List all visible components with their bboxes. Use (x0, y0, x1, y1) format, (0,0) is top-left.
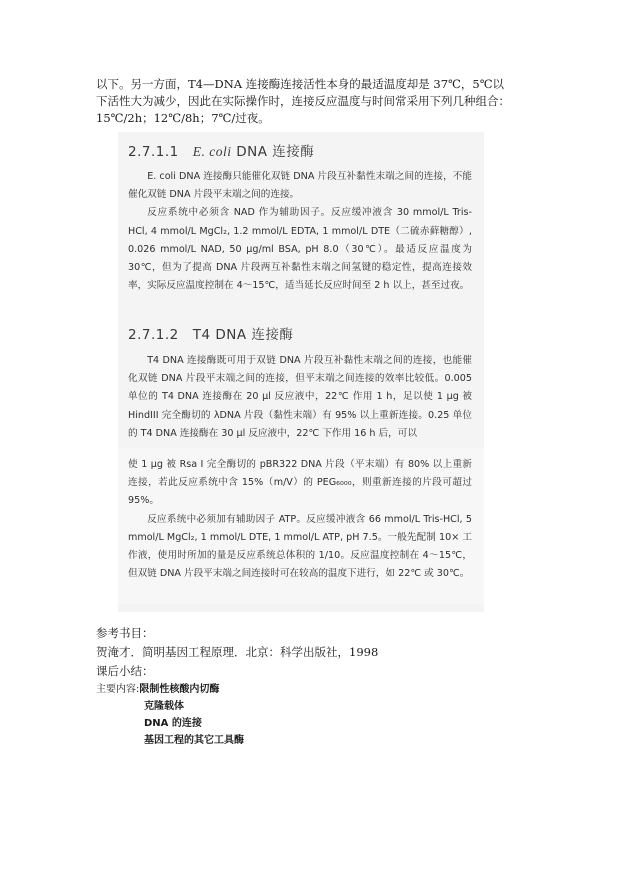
references (96, 624, 378, 681)
summary-heading: 课后小结： (96, 664, 154, 678)
section-body-ecoli (128, 168, 472, 295)
section-title: DNA 连接酶 (231, 144, 315, 160)
section-body-t4-upper (128, 352, 472, 443)
reference-item: 贺淹才．简明基因工程原理．北京：科学出版社，1998 (96, 645, 379, 659)
paragraph: E. coli DNA 连接酶只能催化双链 DNA 片段互补黏性末端之间的连接，不能催化双链 DNA 片段平末端之间的连接。 (128, 171, 472, 201)
paragraph: 反应系统中必须含 NAD 作为辅助因子。反应缓冲液含 30 mmol/L Tris-HCl, 4 mmol/L MgCl₂, 1.2 mmol/L EDTA, 1 mmol/L DTE（二硫赤藓糖醇）, 0.026 mmol/L NAD, 50 μg/ml BSA, pH 8.0（30℃）。最适反应温度为 30℃，但为了提高 DNA 片段两互补黏性末端之间氢键的稳定性，提高连接效率，实际反应温度控制在 4～15℃，适当延长反应时间至 2 h 以上，甚至过夜。 (128, 207, 472, 292)
section-heading-ecoli (128, 140, 314, 160)
section-title-italic: E. coli (192, 144, 232, 159)
summary-list (96, 681, 244, 749)
paragraph: T4 DNA 连接酶既可用于双链 DNA 片段互补黏性末端之间的连接，也能催化双链 DNA 片段平末端之间的连接，但平末端之间连接的效率比较低。0.005 单位的 T4 DNA 连接酶在 20 μl 反应液中，22℃ 作用 1 h，足以使 1 μg 被 HindIII 完全酶切的 λDNA 片段（黏性末端）有 95% 以上重新连接。0.25 单位的 T4 DNA 连接酶在 30 μl 反应液中，22℃ 下作用 16 h 后，可以 (128, 355, 472, 439)
section-number: 2.7.1.2 (128, 327, 179, 343)
summary-item: 克隆载体 (144, 701, 184, 712)
references-label: 参考书目： (96, 626, 154, 640)
intro-paragraph (96, 76, 536, 127)
summary-item: DNA 的连接 (144, 718, 202, 729)
section-title: T4 DNA 连接酶 (192, 327, 294, 343)
summary-prefix: 主要内容: (96, 684, 140, 695)
section-body-t4-lower (128, 456, 472, 583)
paragraph: 使 1 μg 被 Rsa I 完全酶切的 pBR322 DNA 片段（平末端）有 80% 以上重新连接，若此反应系统中含 15%（m/V）的 PEG₆₀₀₀，则重新连接的片段可超过 95%。 (128, 459, 472, 507)
section-heading-t4 (128, 323, 293, 343)
paragraph: 反应系统中必须加有辅助因子 ATP。反应缓冲液含 66 mmol/L Tris-HCl, 5 mmol/L MgCl₂, 1 mmol/L DTE, 1 mmol/L ATP, pH 7.5。一般先配制 10× 工作液，使用时所加的量是反应系统总体积的 1/10。反应温度控制在 4～15℃，但双链 DNA 片段平末端之间连接时可在较高的温度下进行，如 22℃ 或 30℃。 (128, 513, 472, 580)
intro-line-2: 下活性大为减少，因此在实际操作时，连接反应温度与时间常采用下列几种组合： (96, 94, 510, 108)
intro-line-3: 15℃/2h；12℃/8h；7℃/过夜。 (96, 111, 270, 125)
summary-item: 限制性核酸内切酶 (139, 684, 220, 695)
section-number: 2.7.1.1 (128, 144, 179, 160)
intro-line-1: 以下。另一方面，T4—DNA 连接酶连接活性本身的最适温度却是 37℃，5℃以 (96, 77, 505, 91)
summary-item: 基因工程的其它工具酶 (144, 735, 244, 746)
